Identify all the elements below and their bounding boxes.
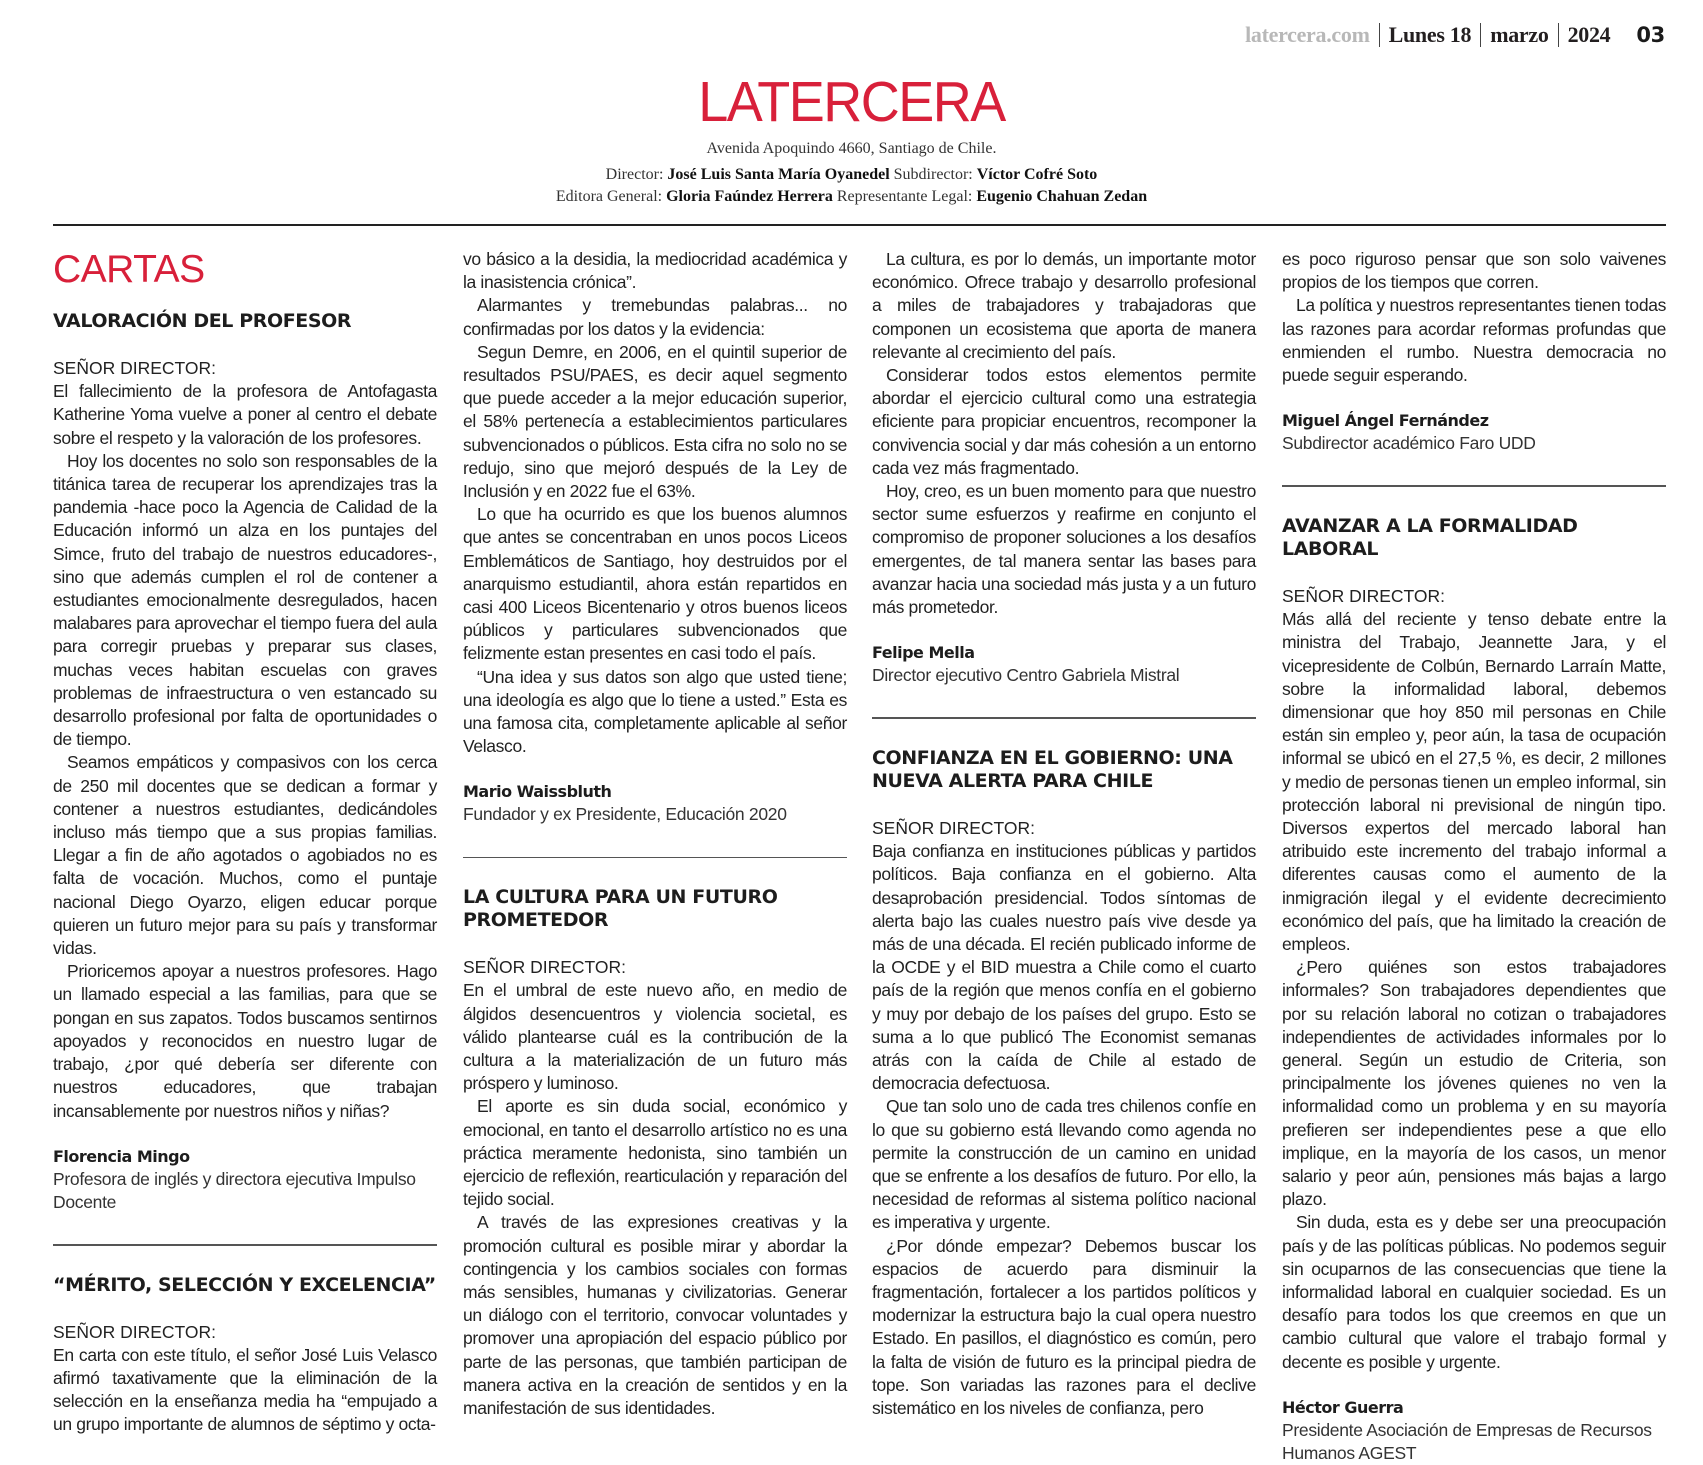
paragraph: “Una idea y sus datos son algo que usted tiene; una ideología es algo que lo tiene a usted.” Esta es una famosa cita, completamente aplicable al señor Velasco. xyxy=(463,666,847,757)
director-name: José Luis Santa María Oyanedel xyxy=(667,166,890,183)
subdirector-name: Víctor Cofré Soto xyxy=(976,166,1098,183)
paragraph: A través de las expresiones creativas y la promoción cultural es posible mirar y abordar la contingencia y los cambios sociales con formas más sensibles, humanas y civilizatorias. Generar un diálogo con el territorio, convocar voluntades y promover una apropiación del espacio público por parte de las personas, que también participan de manera activa en la creación de sentidos y en la manifestación de sus identidades. xyxy=(463,1212,847,1419)
letter-merito-seleccion-continued xyxy=(463,248,847,827)
author-name: Felipe Mella xyxy=(872,643,975,663)
paragraph: La cultura, es por lo demás, un importante motor económico. Ofrece trabajo y desarrollo profesional a miles de trabajadores y trabajadoras que componen un ecosistema que aporta de manera relevante al crecimiento del país. xyxy=(872,249,1256,362)
letter-headline: “MÉRITO, SELECCIÓN Y EXCELENCIA” xyxy=(53,1273,436,1296)
staff-line-1 xyxy=(0,164,1703,186)
salutation: SEÑOR DIRECTOR: xyxy=(463,957,627,978)
letter-cultura-futuro-continued xyxy=(872,248,1256,687)
letter-formalidad-laboral xyxy=(1282,515,1666,1465)
director-label: Director: xyxy=(605,166,664,183)
author-name: Miguel Ángel Fernández xyxy=(1282,411,1489,431)
masthead xyxy=(0,72,1703,208)
paragraph: Sin duda, esta es y debe ser una preocupación país y de las políticas públicas. No podemos seguir sin ocuparnos de las consecuencias que tiene la informalidad laboral en cualquier sociedad. Es un desafío para todos los que creemos en que un cambio cultural que valore el trabajo formal y decente es posible y urgente. xyxy=(1282,1212,1666,1372)
date-month: marzo xyxy=(1490,22,1549,47)
paragraph: Segun Demre, en 2006, en el quintil superior de resultados PSU/PAES, es decir aquel segmento que puede acceder a la mejor educación superior, el 58% pertenecía a establecimientos particulares subvencionados o públicos. Esta cifra no solo no se redujo, sino que mejoró después de la Ley de Inclusión y en 2022 fue el 63%. xyxy=(463,341,847,502)
newspaper-logo: LATERCERA xyxy=(698,70,1005,134)
editor-name: Gloria Faúndez Herrera xyxy=(666,188,833,205)
paragraph: Prioricemos apoyar a nuestros profesores. Hago un llamado especial a las familias, para que se pongan en sus zapatos. Todos buscamos sentirnos apoyados y reconocidos en nuestro lugar de trabajo, ¿por qué debería ser diferente con nuestros educadores, que trabajan incansablemente por nuestros niños y niñas? xyxy=(53,961,437,1121)
paragraph: ¿Pero quiénes son estos trabajadores informales? Son trabajadores dependientes que por su relación laboral no cotizan o trabajadores independientes de actividades informales por lo general. Según un estudio de Criteria, son principalmente los jóvenes quienes no ven la informalidad como un problema y en su mayoría prefieren ser independientes pese a que ello implique, en la mayoría de los casos, un menor salario y peor aún, pensiones más bajas a largo plazo. xyxy=(1282,957,1666,1210)
author-role: Director ejecutivo Centro Gabriela Mistral xyxy=(872,665,1180,686)
separator xyxy=(1379,23,1380,47)
letter-headline: LA CULTURA PARA UN FUTURO PROMETEDOR xyxy=(463,886,778,932)
date-day: Lunes 18 xyxy=(1388,22,1472,47)
author-role: Profesora de inglés y directora ejecutiva Impulso Docente xyxy=(53,1168,416,1212)
paragraph: El fallecimiento de la profesora de Antofagasta Katherine Yoma vuelve a poner al centro el debate sobre el respeto y la valoración de los profesores. xyxy=(53,381,437,448)
letter-headline: CONFIANZA EN EL GOBIERNO: UNA NUEVA ALERTA PARA CHILE xyxy=(872,746,1233,792)
section-title: CARTAS xyxy=(53,248,205,291)
date-year: 2024 xyxy=(1567,22,1611,47)
column-2 xyxy=(463,248,847,1420)
paragraph: El aporte es sin duda social, económico y emocional, en tanto el desarrollo artístico no es una práctica meramente hedonista, sino también un ejercicio de reflexión, rearticulación y reparación del tejido social. xyxy=(463,1096,847,1210)
salutation: SEÑOR DIRECTOR: xyxy=(53,358,217,378)
paragraph: Que tan solo uno de cada tres chilenos confíe en lo que su gobierno está llevando como agenda no permite la construcción de un camino en unidad que se enfrente a los desafíos de futuro. Por ello, la necesidad de reformas al sistema político nacional es imperativa y urgente. xyxy=(872,1096,1256,1233)
author-name: Mario Waissbluth xyxy=(463,782,612,802)
paragraph: Seamos empáticos y compasivos con los cerca de 250 mil docentes que se dedican a formar y contener a nuestros estudiantes, dedicándoles incluso más tiempo que a sus propias familias. Llegar a fin de año agotados o agobiados no es falta de vocación. Muchos, como el puntaje nacional Diego Oyarzo, eligen educar porque quieren un futuro mejor para su país y transformar vidas. xyxy=(53,752,437,959)
address: Avenida Apoquindo 4660, Santiago de Chile. xyxy=(706,140,997,157)
subdirector-label: Subdirector: xyxy=(893,166,973,183)
letter-cultura-futuro xyxy=(463,886,847,1420)
staff-line-2 xyxy=(0,186,1703,208)
paragraph: En el umbral de este nuevo año, en medio de álgidos desencuentros y violencia societal, es válido plantearse cuál es la contribución de la cultura a la materialización de un futuro más próspero y luminoso. xyxy=(463,980,847,1094)
date-bar xyxy=(1245,22,1665,48)
divider xyxy=(1282,485,1666,487)
separator xyxy=(1480,23,1481,47)
author-name: Héctor Guerra xyxy=(1282,1397,1404,1417)
letter-confianza-gobierno xyxy=(872,747,1256,1420)
letter-valoracion-profesor xyxy=(53,310,437,1214)
letter-headline: AVANZAR A LA FORMALIDAD LABORAL xyxy=(1282,514,1578,560)
paragraph: Hoy los docentes no solo son responsables de la titánica tarea de recuperar los aprendizajes tras la pandemia -hace poco la Agencia de Calidad de la Educación informó un alza en los puntajes del Simce, fruto del trabajo de nuestros educadores-, sino que además cumplen el rol de contener a estudiantes emocionalmente desregulados, hacen malabares para aprovechar el tiempo fuera del aula para corregir pruebas y preparar sus clases, muchas veces habitan escuelas con graves problemas de infraestructura o ven estancado su desarrollo profesional por falta de oportunidades o de tiempo. xyxy=(53,450,437,750)
column-1 xyxy=(53,248,437,1437)
salutation: SEÑOR DIRECTOR: xyxy=(53,1321,217,1342)
paragraph: Más allá del reciente y tenso debate entre la ministra del Trabajo, Jeannette Jara, y el vicepresidente de Colbún, Bernardo Larraín Matte, sobre la informalidad laboral, debemos dimensionar que hoy 850 mil personas en Chile están sin empleo y, peor aún, la tasa de ocupación informal se ubicó en el 27,5 %, es decir, 2 millones y medio de personas tienen un empleo informal, sin protección laboral ni previsional de ningún tipo. Diversos expertos del mercado laboral han atribuido este incremento del trabajo informal a diferentes causas como el aumento de la inmigración ilegal y el evidente decrecimiento económico del país, que ha limitado la creación de empleos. xyxy=(1282,609,1666,954)
letter-confianza-gobierno-continued xyxy=(1282,248,1666,455)
legal-label: Representante Legal: xyxy=(836,188,973,205)
author-role: Subdirector académico Faro UDD xyxy=(1282,433,1536,454)
divider xyxy=(872,717,1256,719)
paragraph: Alarmantes y tremebundas palabras... no confirmadas por los datos y la evidencia: xyxy=(463,295,847,339)
column-4 xyxy=(1282,248,1666,1465)
letter-headline: VALORACIÓN DEL PROFESOR xyxy=(53,310,352,332)
masthead-rule xyxy=(53,224,1666,226)
salutation: SEÑOR DIRECTOR: xyxy=(1282,585,1446,606)
author-role: Presidente Asociación de Empresas de Recursos Humanos AGEST xyxy=(1282,1419,1652,1464)
divider xyxy=(53,1244,437,1246)
column-3 xyxy=(872,248,1256,1420)
page-number: 03 xyxy=(1636,23,1665,47)
author-role: Fundador y ex Presidente, Educación 2020 xyxy=(463,804,787,825)
letter-merito-seleccion xyxy=(53,1274,437,1437)
salutation: SEÑOR DIRECTOR: xyxy=(872,817,1036,838)
paragraph: La política y nuestros representantes tienen todas las razones para acordar reformas profundas que enmienden el rumbo. Nuestra democracia no puede seguir esperando. xyxy=(1282,295,1666,386)
paragraph: ¿Por dónde empezar? Debemos buscar los espacios de acuerdo para disminuir la fragmentación, fortalecer a los partidos políticos y modernizar la estructura bajo la cual opera nuestro Estado. En pasillos, el diagnóstico es común, pero la falta de visión de futuro es la principal piedra de tope. Son variadas las razones para el declive sistemático en los niveles de confianza, pero xyxy=(872,1235,1256,1419)
site-url: latercera.com xyxy=(1245,22,1370,47)
paragraph: En carta con este título, el señor José Luis Velasco afirmó taxativamente que la eliminación de la selección en la enseñanza media ha “empujado a un grupo importante de alumnos de séptimo y octa- xyxy=(53,1344,437,1435)
legal-name: Eugenio Chahuan Zedan xyxy=(976,188,1148,205)
author-name: Florencia Mingo xyxy=(53,1146,190,1166)
paragraph: es poco riguroso pensar que son solo vaivenes propios de los tiempos que corren. xyxy=(1282,249,1666,293)
separator xyxy=(1558,23,1559,47)
divider xyxy=(463,857,847,859)
paragraph: vo básico a la desidia, la mediocridad académica y la inasistencia crónica”. xyxy=(463,249,847,293)
editor-label: Editora General: xyxy=(555,188,663,205)
paragraph: Considerar todos estos elementos permite abordar el ejercicio cultural como una estrategia eficiente para propiciar encuentros, recomponer la convivencia social y dar más cohesión a un entorno cada vez más fragmentado. xyxy=(872,365,1256,478)
paragraph: Baja confianza en instituciones públicas y partidos políticos. Baja confianza en el gobierno. Alta desaprobación presidencial. Todos síntomas de alerta bajo las cuales nuestro país vive desde ya más de una década. El recién publicado informe de la OCDE y el BID muestra a Chile como el cuarto país de la región que menos confía en el gobierno y muy por debajo de los países del grupo. Esto se suma a lo que publicó The Economist semanas atrás con la caída de Chile al estado de democracia defectuosa. xyxy=(872,841,1256,1094)
paragraph: Hoy, creo, es un buen momento para que nuestro sector sume esfuerzos y reafirme en conjunto el compromiso de proponer soluciones a los desafíos emergentes, de tal manera sentar las bases para avanzar hacia una sociedad más justa y a un futuro más prometedor. xyxy=(872,481,1256,618)
paragraph: Lo que ha ocurrido es que los buenos alumnos que antes se concentraban en unos pocos Liceos Emblemáticos de Santiago, hoy destruidos por el anarquismo estudiantil, ahora están repartidos en casi 400 Liceos Bicentenario y otros buenos liceos públicos y particulares subvencionados que felizmente estan presentes en casi todo el país. xyxy=(463,504,847,664)
